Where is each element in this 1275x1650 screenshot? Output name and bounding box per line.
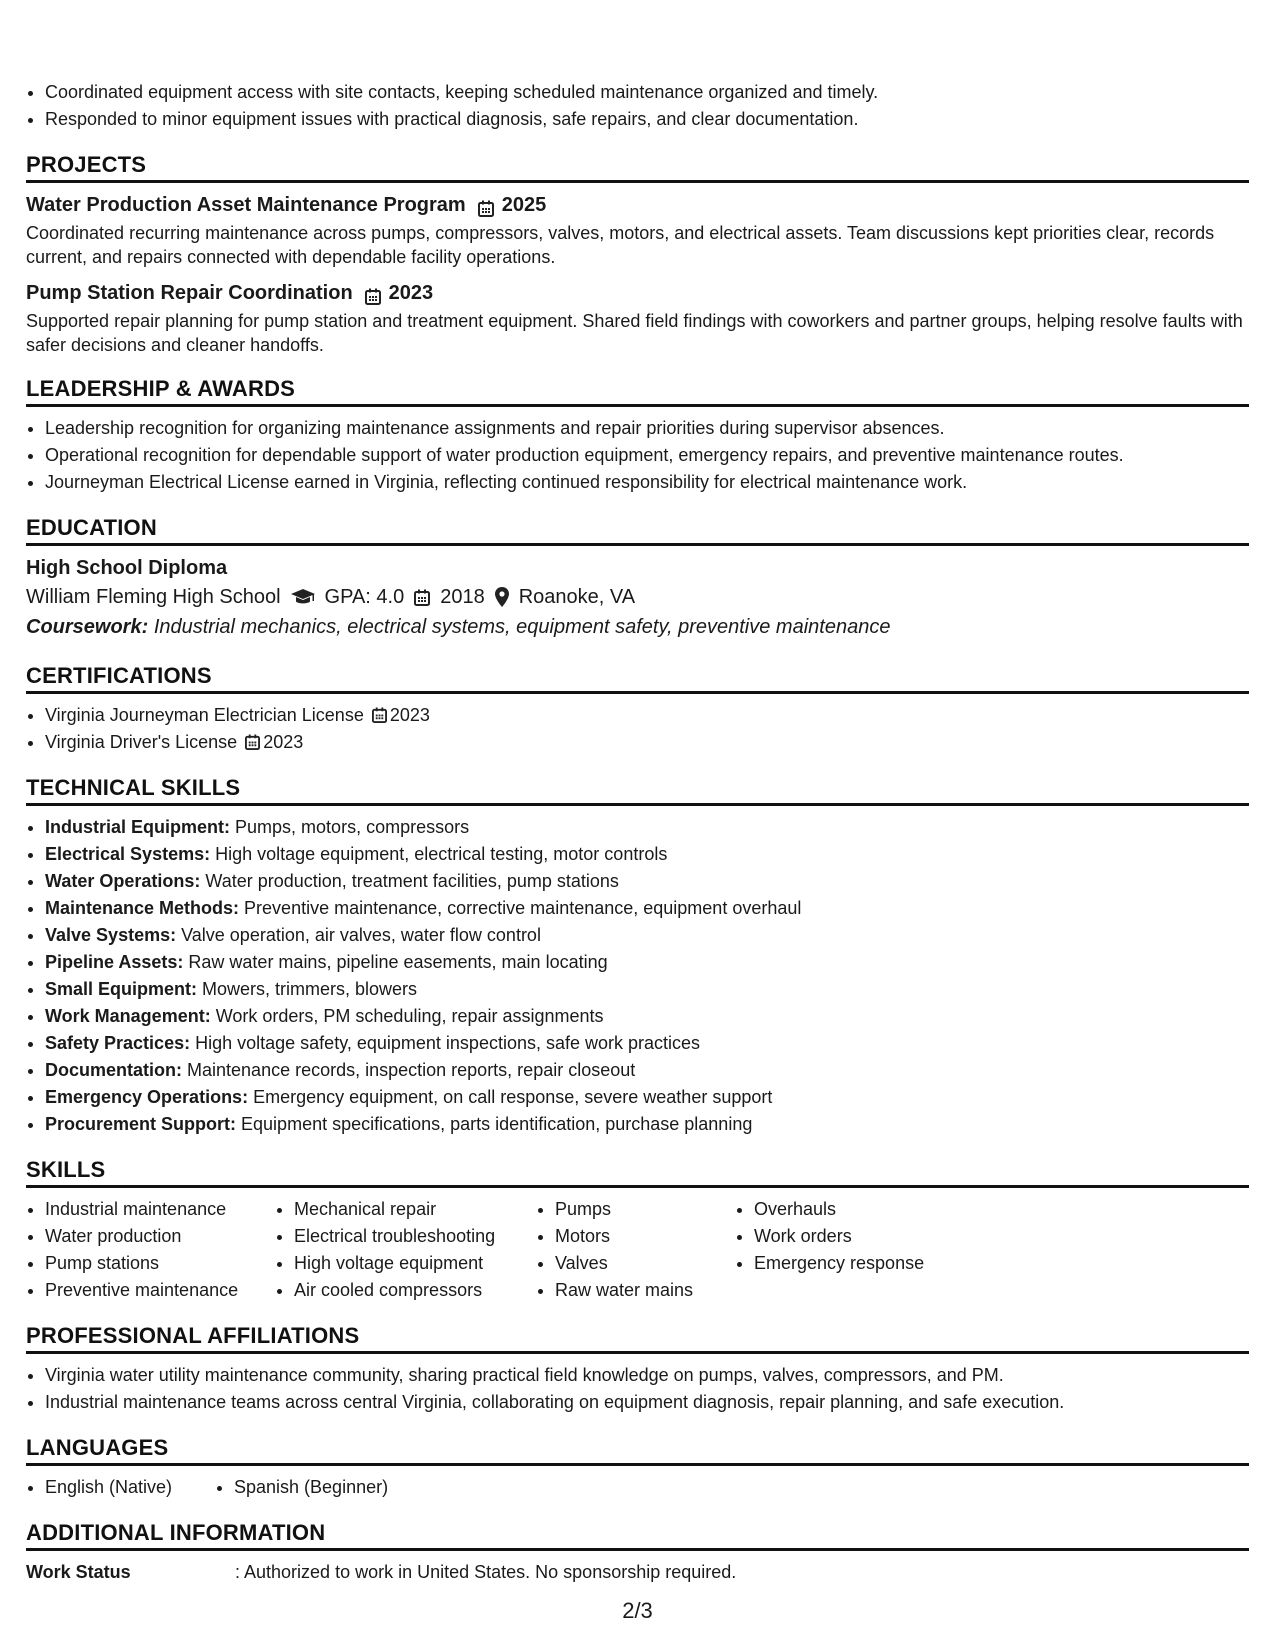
certification-year: 2023	[263, 732, 304, 752]
calendar-icon	[478, 197, 494, 214]
languages-column	[26, 1474, 215, 1501]
gpa: GPA: 4.0	[324, 586, 405, 608]
skill-values: Pumps, motors, compressors	[235, 817, 470, 837]
list-item: • Valves	[555, 1250, 731, 1277]
calendar-icon	[365, 285, 381, 302]
list-item: • Spanish (Beginner)	[234, 1474, 388, 1501]
skill-category: Industrial Equipment:	[45, 817, 231, 837]
list-item	[45, 976, 1249, 1003]
skills-column	[26, 1196, 271, 1304]
affiliations-list	[26, 1362, 1249, 1416]
list-item	[45, 922, 1249, 949]
skill-values: Emergency equipment, on call response, severe weather support	[253, 1087, 773, 1107]
skill-values: Equipment specifications, parts identification, purchase planning	[241, 1114, 753, 1134]
school-name: William Fleming High School	[26, 586, 281, 608]
project-year: 2025	[501, 194, 547, 216]
list-item: • Coordinated equipment access with site contacts, keeping scheduled maintenance organized and timely.	[45, 79, 1249, 106]
list-item	[45, 1084, 1249, 1111]
list-item: • Journeyman Electrical License earned in Virginia, reflecting continued responsibility for electrical maintenance work.	[45, 469, 1249, 496]
section-title-projects: PROJECTS	[26, 151, 1249, 183]
additional-info-key: Work Status	[26, 1562, 131, 1582]
list-item	[45, 1030, 1249, 1057]
certification-year: 2023	[389, 705, 430, 725]
certification-name: Virginia Driver's License	[45, 732, 238, 752]
section-title-education: EDUCATION	[26, 514, 1249, 546]
list-item: • Motors	[555, 1223, 731, 1250]
skill-category: Valve Systems:	[45, 925, 177, 945]
languages-row	[26, 1474, 1249, 1501]
project-title: Water Production Asset Maintenance Program	[26, 194, 466, 216]
list-item: • English (Native)	[45, 1474, 215, 1501]
additional-info-row	[26, 1559, 1249, 1585]
list-item: • Mechanical repair	[294, 1196, 532, 1223]
list-item: • Pumps	[555, 1196, 731, 1223]
technical-skills-list	[26, 814, 1249, 1138]
skill-category: Small Equipment:	[45, 979, 198, 999]
skill-values: High voltage safety, equipment inspections, safe work practices	[195, 1033, 701, 1053]
list-item: • Industrial maintenance	[45, 1196, 271, 1223]
list-item	[45, 702, 1249, 729]
list-item	[45, 1003, 1249, 1030]
section-title-languages: LANGUAGES	[26, 1434, 1249, 1466]
skill-category: Pipeline Assets:	[45, 952, 184, 972]
list-item: • High voltage equipment	[294, 1250, 532, 1277]
languages-column	[215, 1474, 388, 1501]
school-location: Roanoke, VA	[518, 586, 636, 608]
list-item	[45, 729, 1249, 756]
skills-grid	[26, 1196, 1249, 1304]
skill-category: Documentation:	[45, 1060, 182, 1080]
list-item: • Raw water mains	[555, 1277, 731, 1304]
coursework	[26, 612, 1249, 642]
page-number: 2/3	[622, 1598, 653, 1623]
skill-category: Emergency Operations:	[45, 1087, 249, 1107]
skills-column	[275, 1196, 532, 1304]
list-item: • Virginia water utility maintenance community, sharing practical field knowledge on pumps, valves, compressors, and PM.	[45, 1362, 1249, 1389]
graduation-cap-icon	[291, 589, 315, 605]
leadership-list	[26, 415, 1249, 496]
skill-category: Procurement Support:	[45, 1114, 237, 1134]
skills-column	[536, 1196, 731, 1304]
project-year: 2023	[388, 282, 434, 304]
list-item: • Pump stations	[45, 1250, 271, 1277]
list-item	[45, 1111, 1249, 1138]
skill-values: Preventive maintenance, corrective maintenance, equipment overhaul	[244, 898, 802, 918]
skill-values: High voltage equipment, electrical testing, motor controls	[215, 844, 668, 864]
calendar-icon	[372, 704, 387, 720]
project-entry	[26, 279, 1249, 357]
section-title-technical-skills: TECHNICAL SKILLS	[26, 774, 1249, 806]
education-details	[26, 582, 1249, 612]
skill-category: Work Management:	[45, 1006, 211, 1026]
list-item: • Electrical troubleshooting	[294, 1223, 532, 1250]
section-title-skills: SKILLS	[26, 1156, 1249, 1188]
map-pin-icon	[495, 587, 509, 607]
list-item: • Work orders	[754, 1223, 994, 1250]
coursework-text: Industrial mechanics, electrical systems, equipment safety, preventive maintenance	[153, 616, 891, 638]
section-title-additional-information: ADDITIONAL INFORMATION	[26, 1519, 1249, 1551]
list-item	[45, 949, 1249, 976]
skill-category: Electrical Systems:	[45, 844, 211, 864]
skills-column	[735, 1196, 994, 1304]
list-item: • Leadership recognition for organizing maintenance assignments and repair priorities during supervisor absences.	[45, 415, 1249, 442]
list-item: • Emergency response	[754, 1250, 994, 1277]
section-title-leadership: LEADERSHIP & AWARDS	[26, 375, 1249, 407]
list-item	[45, 868, 1249, 895]
skill-values: Valve operation, air valves, water flow control	[181, 925, 541, 945]
skill-values: Mowers, trimmers, blowers	[202, 979, 418, 999]
list-item: • Overhauls	[754, 1196, 994, 1223]
list-item	[45, 814, 1249, 841]
project-description: Coordinated recurring maintenance across pumps, compressors, valves, motors, and electrical assets. Team discussions kept priorities clear, records current, and repairs connected with dependable facility operations.	[26, 223, 1215, 267]
skill-values: Water production, treatment facilities, pump stations	[205, 871, 619, 891]
section-title-affiliations: PROFESSIONAL AFFILIATIONS	[26, 1322, 1249, 1354]
project-description: Supported repair planning for pump station and treatment equipment. Shared field findings with coworkers and partner groups, helping resolve faults with safer decisions and cleaner handoffs.	[26, 311, 1243, 355]
resume-content	[26, 79, 1249, 1585]
skill-category: Maintenance Methods:	[45, 898, 240, 918]
project-entry	[26, 191, 1249, 269]
list-item: • Responded to minor equipment issues with practical diagnosis, safe repairs, and clear documentation.	[45, 106, 1249, 133]
coursework-label: Coursework:	[26, 616, 149, 638]
section-title-certifications: CERTIFICATIONS	[26, 662, 1249, 694]
additional-info-value: : Authorized to work in United States. No sponsorship required.	[235, 1562, 737, 1582]
certification-list	[26, 702, 1249, 756]
experience-bullets	[26, 79, 1249, 133]
calendar-icon	[245, 731, 260, 747]
list-item: • Air cooled compressors	[294, 1277, 532, 1304]
list-item: • Preventive maintenance	[45, 1277, 271, 1304]
skill-category: Water Operations:	[45, 871, 201, 891]
education-degree: High School Diploma	[26, 557, 228, 579]
skill-values: Work orders, PM scheduling, repair assignments	[215, 1006, 604, 1026]
list-item: • Operational recognition for dependable support of water production equipment, emergency repairs, and preventive maintenance routes.	[45, 442, 1249, 469]
list-item: • Industrial maintenance teams across central Virginia, collaborating on equipment diagnosis, repair planning, and safe execution.	[45, 1389, 1249, 1416]
skill-category: Safety Practices:	[45, 1033, 191, 1053]
graduation-year: 2018	[440, 586, 485, 608]
list-item	[45, 1057, 1249, 1084]
project-title: Pump Station Repair Coordination	[26, 282, 353, 304]
skill-values: Maintenance records, inspection reports, repair closeout	[187, 1060, 636, 1080]
list-item	[45, 895, 1249, 922]
certification-name: Virginia Journeyman Electrician License	[45, 705, 364, 725]
skill-values: Raw water mains, pipeline easements, main locating	[188, 952, 608, 972]
list-item	[45, 841, 1249, 868]
list-item: • Water production	[45, 1223, 271, 1250]
calendar-icon	[414, 589, 430, 606]
